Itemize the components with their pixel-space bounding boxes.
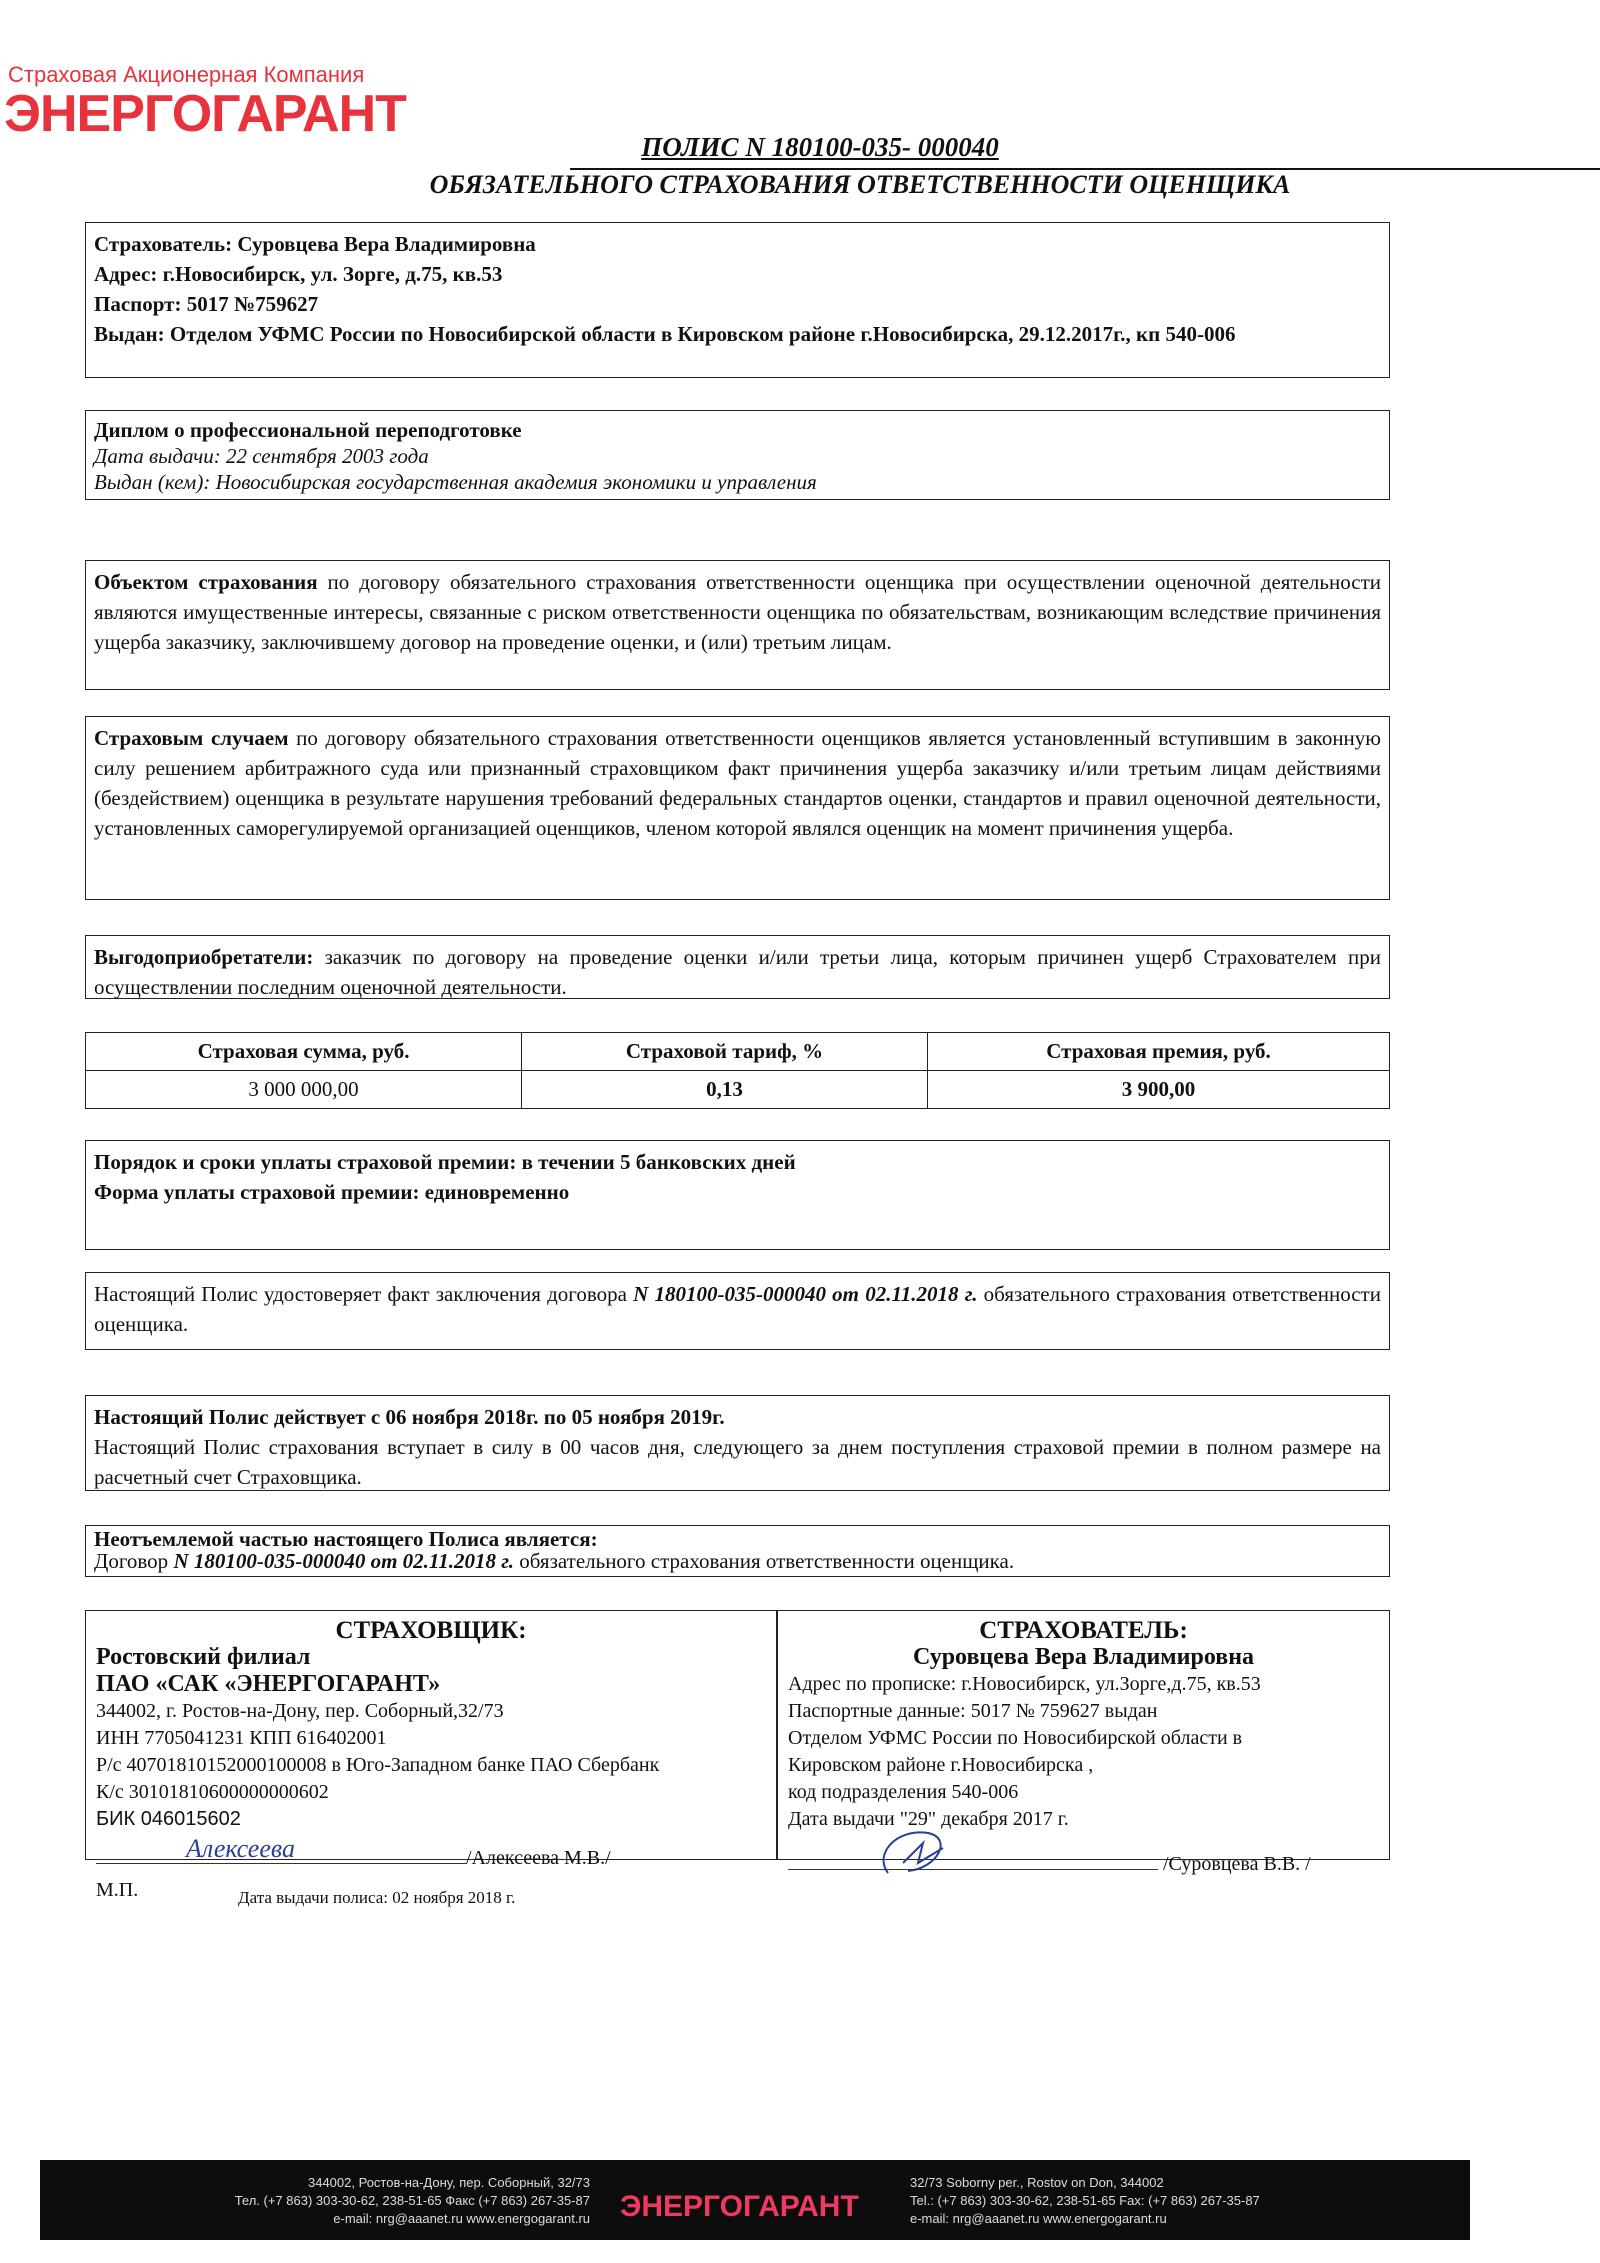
policyholder-issuer-1: Отделом УФМС России по Новосибирской области в [788, 1727, 1243, 1749]
insurer-address: 344002, г. Ростов-на-Дону, пер. Соборный,32/73 [96, 1700, 504, 1722]
object-label: Объектом страхования [94, 570, 318, 594]
certify-box [85, 1272, 1390, 1350]
insured-event-box [85, 716, 1390, 900]
footer-phone-en: Tel.: (+7 863) 303-30-62, 238-51-65 Fax: (+7 863) 267-35-87 [910, 2193, 1260, 2208]
policyholder-passport: Паспортные данные: 5017 № 759627 выдан [788, 1700, 1158, 1722]
validity-period: Настоящий Полис действует с 06 ноября 2018г. по 05 ноября 2019г. [94, 1405, 725, 1429]
diploma-box [85, 410, 1390, 500]
insurer-inn: ИНН 7705041231 КПП 616402001 [96, 1727, 387, 1749]
footer-address-en: 32/73 Soborny per., Rostov on Don, 344002 [910, 2175, 1164, 2190]
integral-contract: N 180100-035-000040 от 02.11.2018 г. [173, 1549, 514, 1573]
insured-name: Страхователь: Суровцева Вера Владимировна [94, 232, 536, 256]
stamp-label: М.П. [96, 1879, 139, 1901]
integral-pre: Договор [94, 1549, 174, 1573]
footer-email-en: e-mail: nrg@aaanet.ru www.energogarant.ru [910, 2211, 1167, 2226]
logo-name: ЭНЕРГОГАРАНТ [4, 85, 406, 143]
footer-contacts-en [910, 2174, 1360, 2228]
header-sum: Страховая сумма, руб. [86, 1033, 522, 1071]
policyholder-issuer-2: Кировском районе г.Новосибирска , [788, 1754, 1094, 1776]
payment-box [85, 1140, 1390, 1250]
diploma-date: Дата выдачи: 22 сентября 2003 года [94, 444, 429, 468]
beneficiaries-box [85, 935, 1390, 999]
signature-line [96, 1863, 466, 1864]
insurer-bik: БИК 046015602 [96, 1808, 241, 1830]
diploma-title: Диплом о профессиональной переподготовке [94, 418, 522, 442]
insured-passport-issuer: Выдан: Отделом УФМС России по Новосибирской области в Кировском районе г.Новосибирска, 29.12.2017г., кп 540-006 [94, 322, 1236, 346]
policy-subtitle: ОБЯЗАТЕЛЬНОГО СТРАХОВАНИЯ ОТВЕТСТВЕННОСТИ ОЦЕНЩИКА [429, 170, 1291, 199]
value-sum: 3 000 000,00 [86, 1071, 522, 1109]
insurer-corr: К/с 30101810600000000602 [96, 1781, 329, 1803]
certify-text: Настоящий Полис удостоверяет факт заключения договора [94, 1282, 634, 1306]
footer-contacts-ru [190, 2174, 590, 2228]
insurer-signature: Алексеева [186, 1834, 295, 1863]
value-premium: 3 900,00 [928, 1071, 1390, 1109]
value-tariff: 0,13 [522, 1071, 928, 1109]
footer-banner [40, 2160, 1470, 2240]
signature-line [788, 1869, 1158, 1870]
insurer-account: Р/с 40701810152000100008 в Юго-Западном банке ПАО Сбербанк [96, 1754, 660, 1776]
policyholder-name: Суровцева Вера Владимировна [912, 1644, 1255, 1670]
policyholder-block [777, 1610, 1390, 1875]
payment-terms: Порядок и сроки уплаты страховой премии: в течении 5 банковских дней [94, 1150, 796, 1174]
payment-form: Форма уплаты страховой премии: единовременно [94, 1180, 570, 1204]
policyholder-signature-icon [868, 1823, 958, 1883]
policyholder-issue-date: Дата выдачи "29" декабря 2017 г. [788, 1808, 1069, 1830]
logo-company-type: Страховая Акционерная Компания [8, 62, 365, 87]
integral-title: Неотъемлемой частью настоящего Полиса является: [94, 1527, 598, 1551]
event-text: по договору обязательного страхования ответственности оценщиков является установленный вступившим в законную силу решением арбитражного суда или признанный страховщиком факт причинения ущерба заказчику и/или третьим лицам действиями (бездействием) оценщика в результате нарушения требований федеральных стандартов оценки, стандартов и правил оценочной деятельности, установленных саморегулируемой организацией оценщиков, членом которой являлся оценщик на момент причинения ущерба. [94, 726, 1381, 840]
insurer-branch: Ростовский филиал [96, 1644, 311, 1670]
policyholder-signer: /Суровцева В.В. / [1163, 1853, 1311, 1875]
insured-address: Адрес: г.Новосибирск, ул. Зорге, д.75, кв.53 [94, 262, 503, 286]
insured-box [85, 222, 1390, 378]
event-label: Страховым случаем [94, 726, 289, 750]
beneficiaries-label: Выгодоприобретатели: [94, 945, 314, 969]
policy-issue-date: Дата выдачи полиса: 02 ноября 2018 г. [238, 1888, 516, 1907]
header-premium: Страховая премия, руб. [928, 1033, 1390, 1071]
diploma-issuer: Выдан (кем): Новосибирская государственная академия экономики и управления [94, 470, 817, 494]
policyholder-code: код подразделения 540-006 [788, 1781, 1019, 1803]
policy-title: ПОЛИС N 180100-035- 000040 [641, 132, 999, 162]
footer-logo: ЭНЕРГОГАРАНТ [620, 2190, 859, 2223]
object-text: по договору обязательного страхования ответственности оценщика при осуществлении оценочной деятельности являются имущественные интересы, связанные с риском ответственности оценщика по обязательствам, возникающим вследствие причинения ущерба заказчику, заключившему договор на проведение оценки, и (или) третьим лицам. [94, 570, 1381, 654]
premium-table [85, 1032, 1390, 1109]
footer-address-ru: 344002, Ростов-на-Дону, пер. Соборный, 32/73 [307, 2175, 590, 2190]
contract-number: N 180100-035-000040 от 02.11.2018 г. [633, 1282, 978, 1306]
validity-box [85, 1395, 1390, 1491]
certify-text-end: обязательного страхования ответственности оценщика. [94, 1282, 1381, 1336]
header-tariff: Страховой тариф, % [522, 1033, 928, 1071]
beneficiaries-text: заказчик по договору на проведение оценки и/или третьи лица, которым причинен ущерб Страхователем при осуществлении последним оценочной деятельности. [94, 945, 1381, 999]
integral-box [85, 1525, 1390, 1577]
insured-passport: Паспорт: 5017 №759627 [94, 292, 319, 316]
footer-phone-ru: Тел. (+7 863) 303-30-62, 238-51-65 Факс (+7 863) 267-35-87 [234, 2193, 590, 2208]
insurance-object-box [85, 560, 1390, 690]
insurer-signer: /Алексеева М.В./ [466, 1847, 611, 1869]
policyholder-heading: СТРАХОВАТЕЛЬ: [979, 1617, 1188, 1644]
validity-text: Настоящий Полис страхования вступает в силу в 00 часов дня, следующего за днем поступления страховой премии в полном размере на расчетный счет Страховщика. [94, 1435, 1381, 1489]
insurer-heading: СТРАХОВЩИК: [335, 1617, 527, 1644]
insurer-company: ПАО «САК «ЭНЕРГОГАРАНТ» [96, 1671, 441, 1697]
footer-email-ru: e-mail: nrg@aaanet.ru www.energogarant.ru [333, 2211, 590, 2226]
policyholder-address: Адрес по прописке: г.Новосибирск, ул.Зорге,д.75, кв.53 [788, 1673, 1261, 1695]
integral-post: обязательного страхования ответственности оценщика. [514, 1549, 1015, 1573]
